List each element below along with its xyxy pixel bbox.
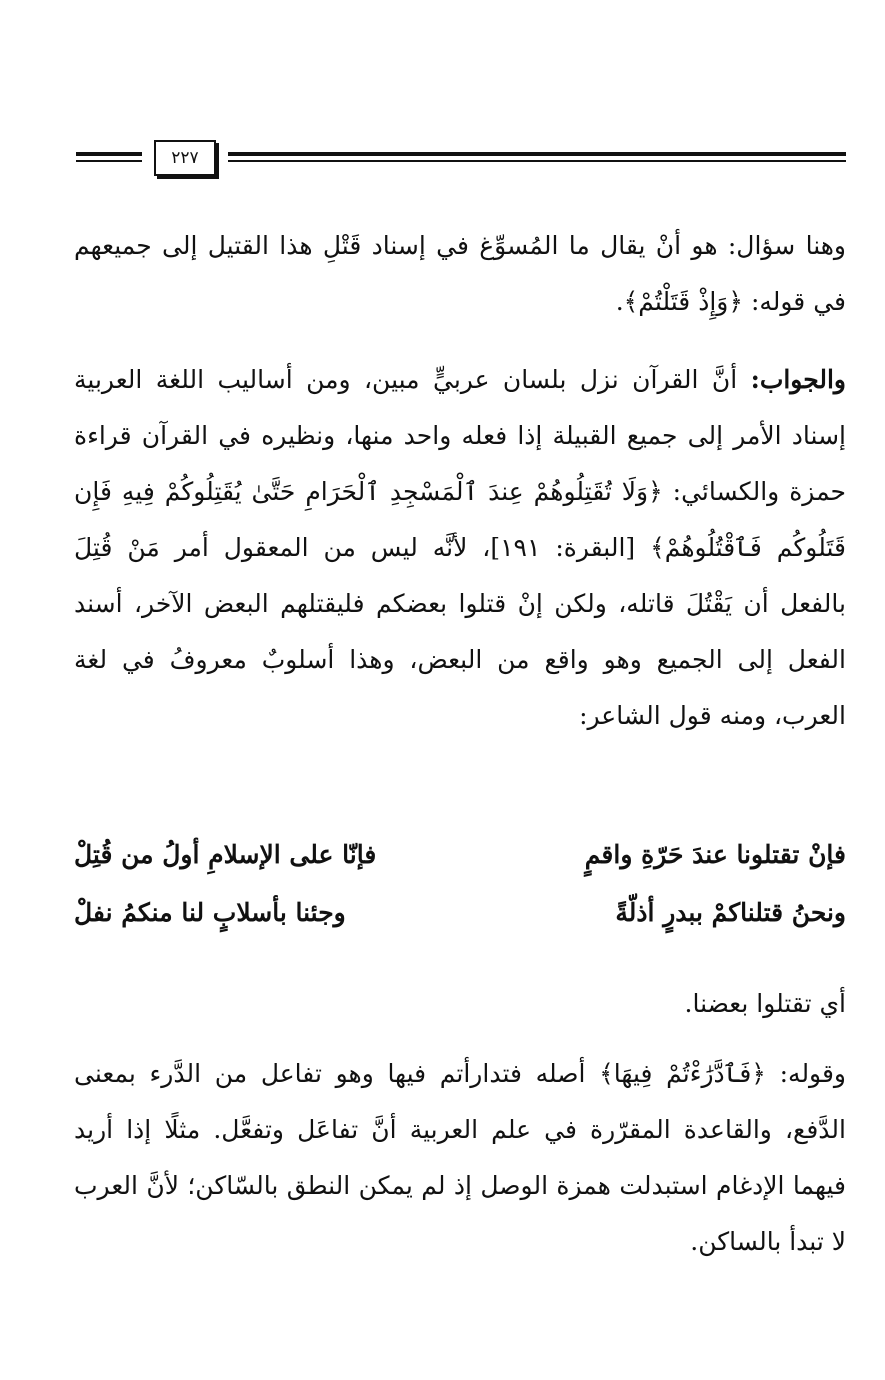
poem-hemistich-first: ونحنُ قتلناكمْ ببدرٍ أذلّةً <box>615 898 846 927</box>
header-rule-right <box>228 152 846 164</box>
paragraph-question: وهنا سؤال: هو أنْ يقال ما المُسوِّغ في إسناد قَتْلِ هذا القتيل إلى جميعهم في قوله: ﴿وَإِذْ قَتَلْتُمْ﴾. <box>74 231 846 316</box>
answer-text: أنَّ القرآن نزل بلسان عربيٍّ مبين، ومن أساليب اللغة العربية إسناد الأمر إلى جميع القبيلة إذا فعله واحد منها، ونظيره في القرآن قراءة حمزة والكسائي: ﴿وَلَا تُقَتِلُوهُمْ عِندَ ٱلْمَسْجِدِ ٱلْحَرَامِ حَتَّىٰ يُقَتِلُوكُمْ فِيهِ فَإِن قَتَلُوكُم فَٱقْتُلُوهُمْ﴾ [البقرة: ١٩١]، لأنَّه ليس من المعقول أمر مَنْ قُتِلَ بالفعل أن يَقْتُلَ قاتله، ولكن إنْ قتلوا بعضكم فليقتلهم البعض الآخر، أسند الفعل إلى الجميع وهو واقع من البعض، وهذا أسلوبٌ معروفُ في لغة العرب، ومنه قول الشاعر: <box>74 365 846 730</box>
poem-verse <box>74 884 846 942</box>
answer-lead: والجواب: <box>750 365 846 394</box>
page-header <box>76 140 846 180</box>
page-number: ٢٢٧ <box>154 140 216 176</box>
header-rule-left <box>76 152 142 164</box>
paragraph-explanation: أي تقتلوا بعضنا. <box>684 989 846 1018</box>
poem-hemistich-first: فإنْ تقتلونا عندَ حَرّةِ واقمٍ <box>584 840 846 869</box>
paragraph-grammar: وقوله: ﴿فَٱدَّرَٰءْتُمْ فِيهَا﴾ أصله فتدارأتم فيها وهو تفاعل من الدَّرء بمعنى الدَّفع، والقاعدة المقرّرة في علم العربية أنَّ تفاعَل وتفعَّل. مثلًا إذا أريد فيهما الإدغام استبدلت همزة الوصل إذ لم يمكن النطق بالسّاكن؛ لأنَّ العرب لا تبدأ بالساكن. <box>74 1059 846 1256</box>
poem-verse <box>74 826 846 884</box>
poem-hemistich-second: فإنّا على الإسلامِ أولُ من قُتِلْ <box>74 840 377 869</box>
paragraph-answer <box>74 352 846 744</box>
poem-hemistich-second: وجئنا بأسلابٍ لنا منكمُ نفلْ <box>74 898 346 927</box>
poem <box>74 826 846 942</box>
